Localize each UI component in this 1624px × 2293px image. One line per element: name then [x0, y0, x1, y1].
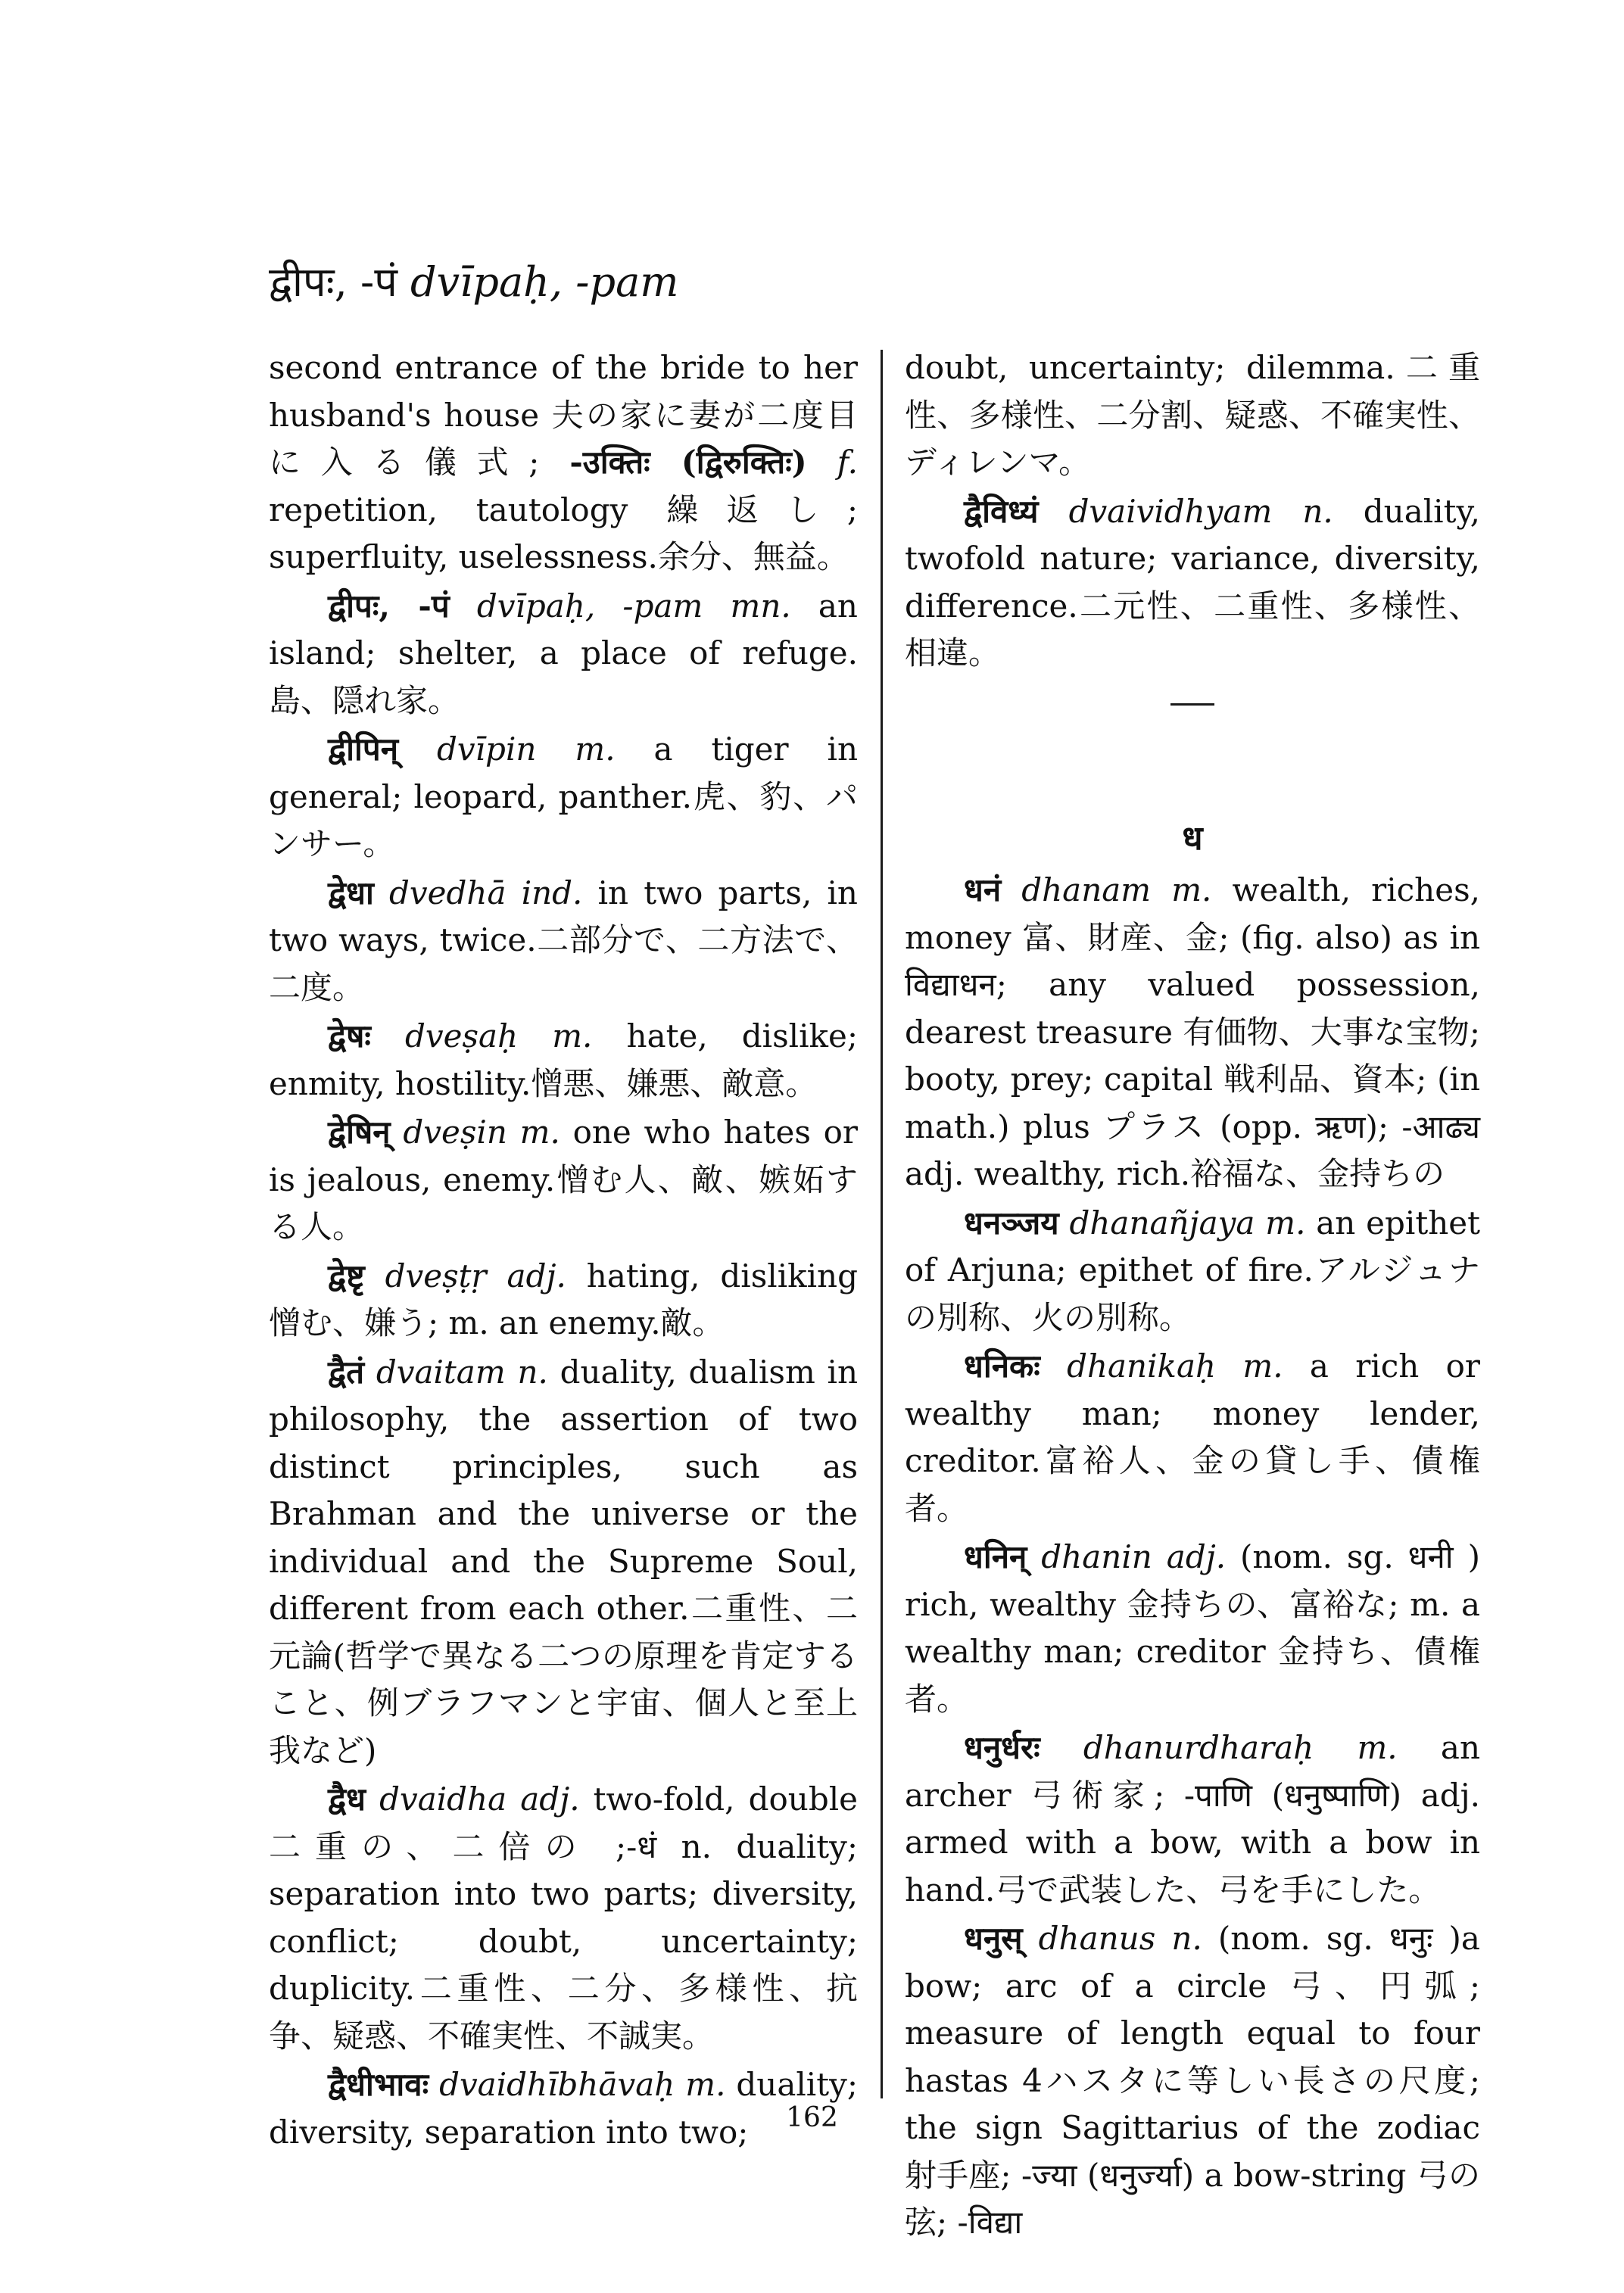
entry-headword: द्वैतं [328, 1353, 365, 1391]
dictionary-entry [905, 1534, 1480, 1723]
grammar-label: ind. [521, 874, 583, 911]
entry-transliteration: dvaividhyam [1068, 492, 1273, 530]
entry-headword: द्वैविध्यं [964, 492, 1039, 530]
entry-headword: धनुस् [964, 1920, 1023, 1957]
definition-text: wealth, riches, money 富、財産、金; (fig. also) as in विद्याधन; any valued possession, dearest treasure 有価物、大事な宝物; booty, prey; capital 戦利品、資本; (in math.) plus プラス (opp. ऋण); -आढ्य adj. wealthy, rich.裕福な、金持ちの [905, 871, 1480, 1192]
sub-headword: -उक्तिः (द्विरुक्तिः) [569, 444, 807, 481]
definition-text: repetition, tautology 繰返し; superfluity, uselessness.余分、無益。 [269, 491, 858, 575]
entry-transliteration: dhanus [1038, 1920, 1156, 1957]
dictionary-entry [269, 726, 858, 868]
running-head [269, 256, 678, 309]
definition-text: hating, disliking 憎む、嫌う; m. an enemy.敵。 [269, 1257, 858, 1341]
running-head-headword: द्वीपः, -पं [269, 258, 397, 306]
dictionary-entry [269, 1776, 858, 2060]
entry-transliteration: dhanurdharaḥ [1083, 1729, 1314, 1766]
definition-text: a tiger in general; leopard, panther.虎、豹、パンサー。 [269, 731, 858, 862]
entry-transliteration: dvaidha [379, 1781, 507, 1818]
entry-continuation [905, 344, 1480, 487]
definition-text: an archer 弓術家; -पाणि (धनुष्पाणि) adj. armed with a bow, with a bow in hand.弓で武装した、弓を手にした。 [905, 1729, 1480, 1908]
definition-text: a rich or wealthy man; money lender, creditor.富裕人、金の貸し手、債権者。 [905, 1347, 1480, 1527]
entry-transliteration: dvaitam [376, 1353, 506, 1391]
entry-headword: धनुर्धरः [964, 1729, 1040, 1766]
right-column [905, 344, 1480, 2248]
definition-text: in two parts, in two ways, twice.二部分で、二方法で、二度。 [269, 874, 858, 1006]
entry-transliteration: dvaidhībhāvaḥ [439, 2066, 675, 2103]
page-number: 162 [786, 2102, 838, 2133]
definition-text: duality; diversity, separation into two; [269, 2066, 858, 2151]
running-head-transliteration: dvīpaḥ, -pam [410, 258, 679, 306]
entry-headword: द्वेष्टृ [328, 1257, 365, 1294]
dictionary-entry [905, 488, 1480, 678]
entry-headword: धनं [964, 871, 1002, 908]
definition-text: one who hates or is jealous, enemy.憎む人、敵、嫉妬する人。 [269, 1114, 859, 1245]
entry-transliteration: dveṣṭṛ [385, 1257, 487, 1294]
entry-headword: द्वीपिन् [328, 731, 399, 768]
continuation-text: doubt, uncertainty; dilemma.二重性、多様性、二分割、疑惑、不確実性、ディレンマ。 [905, 349, 1480, 481]
grammar-label: m. [552, 1017, 593, 1055]
entry-transliteration: dveṣaḥ [405, 1017, 519, 1055]
column-divider [881, 350, 883, 2098]
grammar-label: mn. [730, 587, 791, 625]
dictionary-entry [905, 1724, 1480, 1914]
definition-text: duality, twofold nature; variance, diversity, difference.二元性、二重性、多様性、相違。 [905, 492, 1480, 671]
grammar-label: n. [1302, 492, 1333, 530]
entry-transliteration: dhanin [1041, 1538, 1152, 1575]
definition-text: two-fold, double二重の、二倍の ;-धं n. duality; separation into two parts; diversity, conflict; doubt, uncertainty; duplicity.二重性、二分、多様性、抗争、疑惑、不確実性、不誠実。 [269, 1781, 858, 2055]
definition-text: an island; shelter, a place of refuge.島、隠れ家。 [269, 587, 858, 719]
entry-transliteration: dvīpaḥ, -pam [476, 587, 703, 625]
entry-headword: द्वेषः [328, 1017, 371, 1055]
grammar-label: m. [519, 1114, 560, 1151]
entry-headword: द्वीपः, -पं [328, 587, 450, 625]
dictionary-entry [269, 583, 858, 725]
grammar-label: m. [1171, 871, 1212, 908]
grammar-label: adj. [520, 1781, 580, 1818]
entry-continuation [269, 344, 858, 581]
dictionary-entry [269, 1013, 858, 1108]
grammar-label: n. [1171, 1920, 1202, 1957]
dictionary-entry [269, 1109, 858, 1251]
dictionary-entry [269, 1349, 858, 1775]
grammar-label: m. [1265, 1204, 1306, 1242]
dictionary-entry [905, 867, 1480, 1198]
dictionary-entry [269, 870, 858, 1012]
entry-transliteration: dveṣin [403, 1114, 507, 1151]
entry-headword: द्वैध [328, 1781, 366, 1818]
grammar-label: m. [575, 731, 616, 768]
entry-headword: धनिकः [964, 1347, 1040, 1385]
entry-headword: धनिन् [964, 1538, 1027, 1575]
section-letter-heading: ध [1182, 818, 1203, 858]
entry-headword: द्वैधीभावः [328, 2066, 429, 2103]
definition-text: hate, dislike; enmity, hostility.憎悪、嫌悪、敵意。 [269, 1017, 858, 1102]
definition-text: (nom. sg. धनी ) rich, wealthy 金持ちの、富裕な; m. a wealthy man; creditor 金持ち、債権者。 [905, 1538, 1481, 1718]
grammar-label: n. [517, 1353, 548, 1391]
continuation-text: second entrance of the bride to her husband's house 夫の家に妻が二度目に入る儀式; [269, 349, 858, 481]
grammar-label: m. [1242, 1347, 1283, 1385]
definition-text: (nom. sg. धनुः )a bow; arc of a circle 弓、円弧; measure of length equal to four hastas 4ハスタに等しい長さの尺度; the sign Sagittarius of the zodiac 射手座; -ज्या (धनुर्ज्या) a bow-string 弓の弦; -विद्या [905, 1920, 1480, 2241]
grammar-label: m. [685, 2066, 726, 2103]
entry-transliteration: dhanañjaya [1069, 1204, 1255, 1242]
entry-transliteration: dhanikaḥ [1067, 1347, 1217, 1385]
grammar-label: f. [837, 444, 858, 481]
definition-text: an epithet of Arjuna; epithet of fire.アルジュナの別称、火の別称。 [905, 1204, 1480, 1336]
entry-headword: द्वेधा [328, 874, 374, 911]
dictionary-entry [905, 1343, 1480, 1532]
grammar-label: adj. [1166, 1538, 1227, 1575]
section-end-rule [905, 679, 1480, 726]
entry-transliteration: dvedhā [389, 874, 507, 911]
entry-transliteration: dhanam [1021, 871, 1152, 908]
entry-headword: द्वेषिन् [328, 1114, 391, 1151]
grammar-label: adj. [507, 1257, 566, 1294]
dictionary-entry [905, 1200, 1480, 1342]
grammar-label: m. [1357, 1729, 1398, 1766]
definition-text: duality, dualism in philosophy, the assertion of two distinct principles, such as Brahman and the universe or the individual and the Supreme Soul, different from each other.二重性、二元論(哲学で異なる二つの原理を肯定すること、例ブラフマンと宇宙、個人と至上我など) [269, 1353, 858, 1769]
dictionary-entry [269, 1253, 858, 1347]
entry-headword: धनञ्जय [964, 1204, 1059, 1242]
entry-transliteration: dvīpin [437, 731, 537, 768]
dictionary-entry [905, 1915, 1480, 2247]
left-column [269, 344, 858, 2157]
